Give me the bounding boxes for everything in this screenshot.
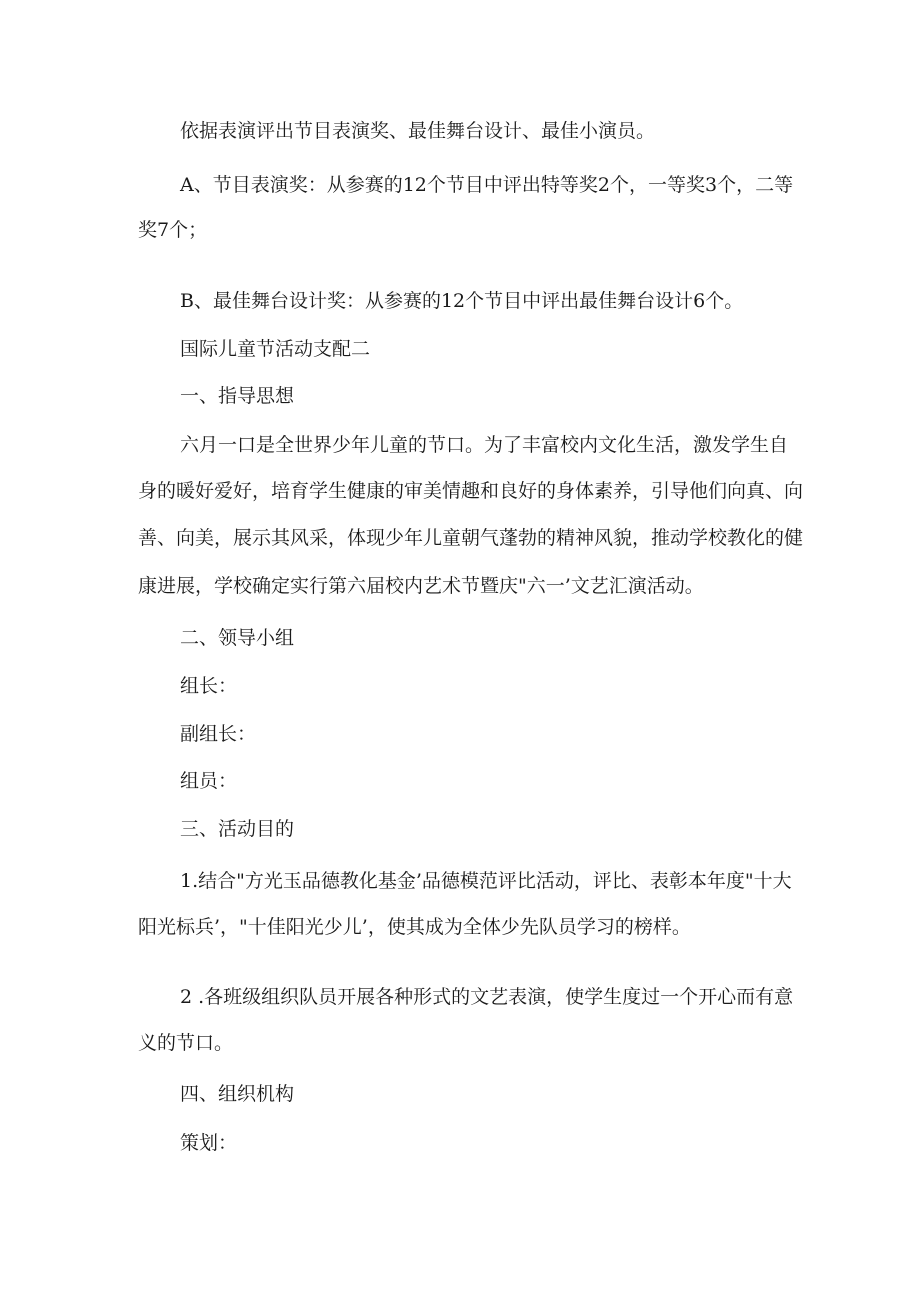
paragraph-award-a-line2: 奖7个； xyxy=(138,219,208,241)
paragraph-award-a-line1: A、节目表演奖：从参赛的12个节目中评出特等奖2个，一等奖3个，二等 xyxy=(180,174,794,196)
paragraph-purpose-2-line2: 义的节口。 xyxy=(138,1032,234,1054)
label-deputy-leader: 副组长： xyxy=(180,723,257,745)
paragraph-ideology-line2: 身的暖好爱好，培育学生健康的审美情趣和良好的身体素养，引导他们向真、向 xyxy=(138,480,804,502)
paragraph-purpose-1-line2: 阳光标兵’，"十佳阳光少儿’，使其成为全体少先队员学习的榜样。 xyxy=(138,916,691,938)
heading-activity-purpose: 三、活动目的 xyxy=(180,818,295,840)
paragraph-ideology-line4: 康进展，学校确定实行第六届校内艺术节暨庆"六一’文艺汇演活动。 xyxy=(138,575,704,597)
paragraph-ideology-line1: 六月一口是全世界少年儿童的节口。为了丰富校内文化生活，激发学生自 xyxy=(180,434,789,456)
paragraph-award-b: B、最佳舞台设计奖：从参赛的12个节目中评出最佳舞台设计6个。 xyxy=(180,290,744,312)
label-planning: 策划： xyxy=(180,1132,238,1154)
heading-organization: 四、组织机构 xyxy=(180,1083,295,1105)
paragraph-awards-intro: 依据表演评出节目表演奖、最佳舞台设计、最佳小演员。 xyxy=(180,120,656,142)
paragraph-purpose-2-line1: 2 .各班级组织队员开展各种形式的文艺表演，使学生度过一个开心而有意 xyxy=(180,986,794,1008)
section-title: 国际儿童节活动支配二 xyxy=(180,338,371,360)
paragraph-ideology-line3: 善、向美，展示其风采，体现少年儿童朝气蓬勃的精神风貌，推动学校教化的健 xyxy=(138,527,804,549)
paragraph-purpose-1-line1: 1.结合"方光玉品德教化基金’品德模范评比活动，评比、表彰本年度"十大 xyxy=(180,870,792,892)
heading-leadership-group: 二、领导小组 xyxy=(180,627,295,649)
label-members: 组员： xyxy=(180,770,238,792)
label-group-leader: 组长： xyxy=(180,675,238,697)
heading-guiding-ideology: 一、指导思想 xyxy=(180,385,295,407)
